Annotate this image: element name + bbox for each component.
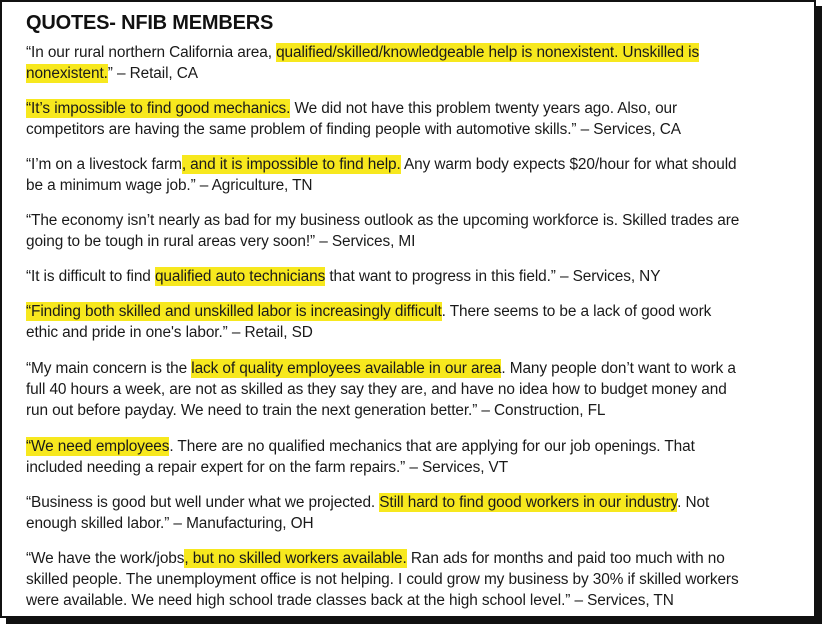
quote-text: Ran ads for months and paid too much with no xyxy=(406,550,725,567)
quote-text: . Many people don’t want to work a xyxy=(501,360,736,377)
quote-paragraph xyxy=(26,358,792,421)
quote-text: . There seems to be a lack of good work xyxy=(441,303,712,320)
quote-line xyxy=(26,569,792,590)
quote-line xyxy=(26,379,792,400)
quote-text: that want to progress in this field.” – Services, NY xyxy=(325,268,661,285)
quote-text: included needing a repair expert for on the farm repairs.” – Services, VT xyxy=(26,459,509,476)
quote-line xyxy=(26,513,792,534)
quote-line xyxy=(26,400,792,421)
quote-text: “Business is good but well under what we projected. xyxy=(26,494,380,511)
quote-line xyxy=(26,98,792,119)
quote-text: skilled people. The unemployment office is not helping. I could grow my business by 30% if skilled workers xyxy=(26,571,739,588)
quote-text: “It is difficult to find xyxy=(26,268,155,285)
quote-line xyxy=(26,457,792,478)
quote-line xyxy=(26,548,792,569)
quote-line xyxy=(26,590,792,611)
quote-text: competitors are having the same problem of finding people with automotive skills.” – Services, CA xyxy=(26,121,681,138)
quote-text: We did not have this problem twenty years ago. Also, our xyxy=(290,100,678,117)
quote-line xyxy=(26,154,792,175)
quote-text: “In our rural northern California area, xyxy=(26,44,277,61)
quote-text: full 40 hours a week, are not as skilled as they say they are, and have no idea how to budget money and xyxy=(26,381,727,398)
quote-paragraph xyxy=(26,301,792,343)
quote-text: “We have the work/jobs xyxy=(26,550,185,567)
quote-paragraph xyxy=(26,492,792,534)
quote-text: ethic and pride in one's labor.” – Retail, SD xyxy=(26,324,313,341)
quote-line xyxy=(26,175,792,196)
quote-paragraph xyxy=(26,154,792,196)
highlighted-text: lack of quality employees available in our area xyxy=(191,360,502,377)
quote-line xyxy=(26,301,792,322)
highlighted-text: “It’s impossible to find good mechanics. xyxy=(26,100,291,117)
quote-line xyxy=(26,358,792,379)
quote-text: going to be tough in rural areas very soon!” – Services, MI xyxy=(26,233,416,250)
quote-text: be a minimum wage job.” – Agriculture, TN xyxy=(26,177,313,194)
quote-text: Any warm body expects $20/hour for what should xyxy=(400,156,737,173)
quote-text: ” – Retail, CA xyxy=(107,65,198,82)
quote-text: run out before payday. We need to train the next generation better.” – Construction, FL xyxy=(26,402,606,419)
page-title: QUOTES- NFIB MEMBERS xyxy=(26,12,274,34)
quote-line xyxy=(26,266,792,287)
quote-line xyxy=(26,322,792,343)
quote-paragraph xyxy=(26,42,792,84)
highlighted-text: qualified auto technicians xyxy=(154,268,326,285)
highlighted-text: qualified/skilled/knowledgeable help is nonexistent. Unskilled is xyxy=(276,44,700,61)
highlighted-text: Still hard to find good workers in our industry xyxy=(379,494,678,511)
quote-paragraph xyxy=(26,266,792,287)
highlighted-text: “Finding both skilled and unskilled labor is increasingly difficult xyxy=(26,303,442,320)
quote-text: . There are no qualified mechanics that are applying for our job openings. That xyxy=(169,438,695,455)
quote-paragraph xyxy=(26,98,792,140)
quote-paragraph xyxy=(26,210,792,252)
highlighted-text: “We need employees xyxy=(26,438,170,455)
quote-paragraph xyxy=(26,436,792,478)
quote-line xyxy=(26,436,792,457)
quote-text: “The economy isn’t nearly as bad for my business outlook as the upcoming workforce is. Skilled trades are xyxy=(26,212,740,229)
quote-text: “My main concern is the xyxy=(26,360,192,377)
quote-text: . Not xyxy=(677,494,710,511)
highlighted-text: , but no skilled workers available. xyxy=(184,550,407,567)
quote-line xyxy=(26,492,792,513)
quote-text: were available. We need high school trade classes back at the high school level.” – Services, TN xyxy=(26,592,674,609)
quote-line xyxy=(26,231,792,252)
quote-paragraph xyxy=(26,548,792,611)
highlighted-text: , and it is impossible to find help. xyxy=(181,156,401,173)
quote-line xyxy=(26,210,792,231)
quote-text: “I’m on a livestock farm xyxy=(26,156,182,173)
quote-line xyxy=(26,42,792,63)
quote-line xyxy=(26,119,792,140)
quote-text: enough skilled labor.” – Manufacturing, OH xyxy=(26,515,314,532)
highlighted-text: nonexistent. xyxy=(26,65,108,82)
quote-line xyxy=(26,63,792,84)
